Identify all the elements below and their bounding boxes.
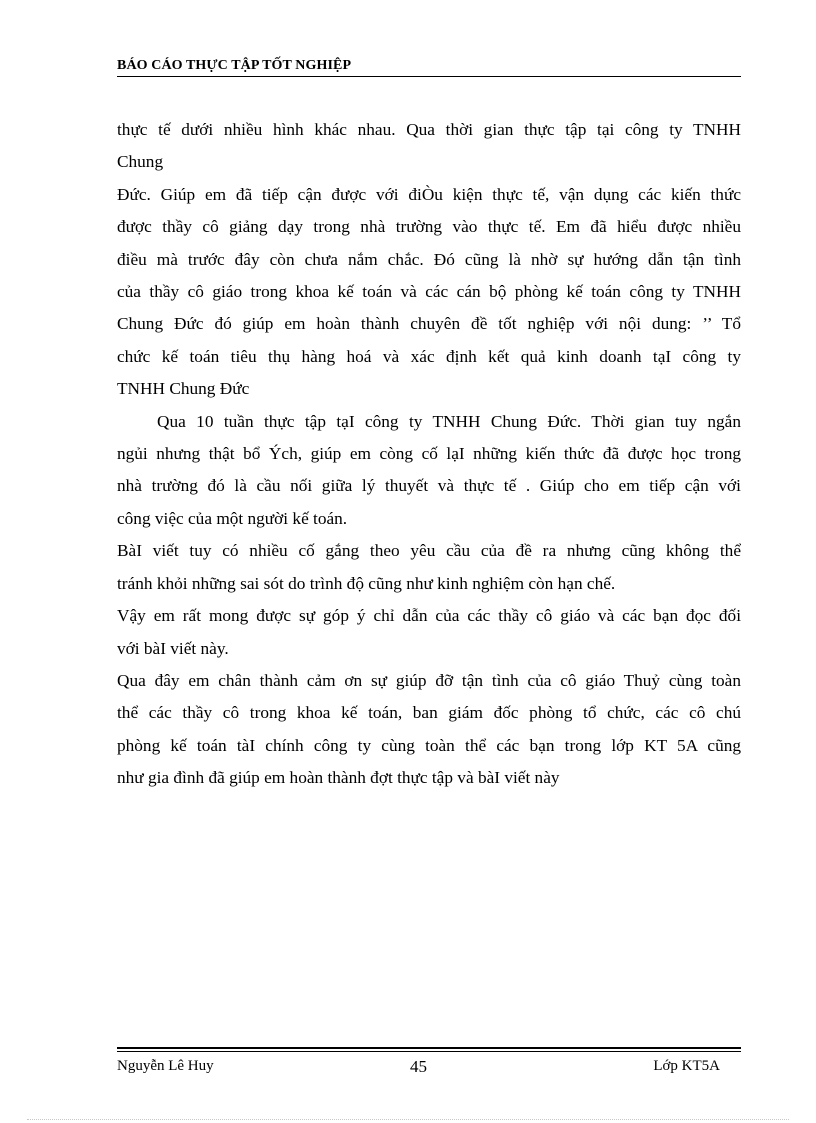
text-line: của thầy cô giáo trong khoa kế toán và các cán bộ phòng kế toán công ty TNHH (117, 282, 741, 302)
footer-row (117, 1058, 741, 1082)
page-footer (117, 1047, 741, 1082)
text-line: BàI viết tuy có nhiều cố gắng theo yêu cầu của đề ra nhưng cũng không thể (117, 541, 741, 561)
text-line: thực tế dưới nhiều hình khác nhau. Qua thời gian thực tập tại công ty TNHH (117, 120, 741, 139)
text-line: Đức. Giúp em đã tiếp cận được với điÒu kiện thực tế, vận dụng các kiến thức (117, 184, 741, 204)
text-line: Chung Đức đó giúp em hoàn thành chuyên đề tốt nghiệp với nội dung: ’’ Tổ (117, 314, 741, 334)
text-line: được thầy cô giảng dạy trong nhà trường vào thực tế. Em đã hiểu được nhiều (117, 217, 741, 237)
text-line: Vậy em rất mong được sự góp ý chỉ dẫn của các thầy cô giáo và các bạn đọc đối (117, 606, 741, 626)
text-line: công việc của một người kế toán. (117, 508, 348, 528)
text-line: ngủi nhưng thật bổ Ých, giúp em còng cố lạI những kiến thức đã được học trong (117, 444, 741, 464)
page-number: 45 (410, 1057, 427, 1076)
footer-rule (117, 1051, 741, 1052)
text-line: phòng kế toán tàI chính công ty cùng toàn thể các bạn trong lớp KT 5A cũng (117, 735, 741, 755)
paragraph (117, 535, 741, 600)
footer-rule (117, 1047, 741, 1049)
paragraph (117, 114, 741, 179)
text-line: thể các thầy cô trong khoa kế toán, ban giám đốc phòng tổ chức, các cô chú (117, 703, 741, 723)
text-line: Qua 10 tuần thực tập tạI công ty TNHH Chung Đức. Thời gian tuy ngắn (157, 411, 741, 431)
text-line: chức kế toán tiêu thụ hàng hoá và xác định kết quả kinh doanh tạI công ty (117, 346, 741, 366)
paragraph (117, 179, 741, 406)
text-line: điều mà trước đây còn chưa nắm chắc. Đó cũng là nhờ sự hướng dẫn tận tình (117, 249, 741, 269)
page-bottom-edge (27, 1119, 789, 1120)
paragraph (117, 600, 741, 665)
text-line: tránh khỏi những sai sót do trình độ cũng như kinh nghiệm còn hạn chế. (117, 573, 616, 593)
body-text (117, 114, 741, 795)
author-name: Nguyễn Lê Huy (117, 1058, 214, 1074)
text-line: với bàI viết này. (117, 638, 229, 658)
paragraph (117, 665, 741, 795)
page-header (117, 57, 741, 77)
text-line: nhà trường đó là cầu nối giữa lý thuyết và thực tế . Giúp cho em tiếp cận với (117, 476, 741, 496)
text-line: như gia đình đã giúp em hoàn thành đợt thực tập và bàI viết này (117, 768, 560, 788)
header-rule (117, 76, 741, 77)
paragraph (117, 406, 741, 536)
text-line: Qua đây em chân thành cảm ơn sự giúp đỡ tận tình của cô giáo Thuỷ cùng toàn (117, 670, 741, 690)
text-line: Chung (117, 152, 164, 172)
class-label: Lớp KT5A (653, 1058, 720, 1074)
report-title: BÁO CÁO THỰC TẬP TỐT NGHIỆP (117, 58, 352, 73)
text-line: TNHH Chung Đức (117, 379, 250, 399)
